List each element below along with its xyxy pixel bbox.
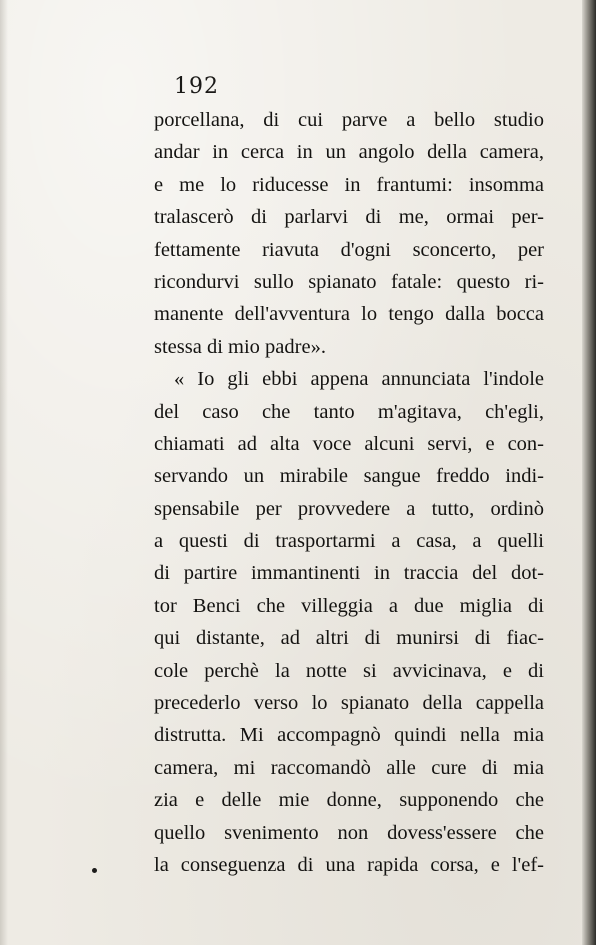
page-edge <box>582 0 596 945</box>
text-line: distrutta. Mi accompagnò quindi nella mia <box>154 724 544 747</box>
text-line: manente dell'avventura lo tengo dalla bocca <box>154 303 544 326</box>
text-line: porcellana, di cui parve a bello studio <box>154 109 544 131</box>
text-line: tor Benci che villeggia a due miglia di <box>154 594 544 617</box>
paragraph-start-line: « Io gli ebbi appena annunciata l'indole <box>174 368 544 391</box>
text-line: camera, mi raccomandò alle cure di mia <box>154 756 544 779</box>
text-line: chiamati ad alta voce alcuni servi, e con- <box>154 432 544 455</box>
page-gutter-shadow <box>0 0 8 945</box>
text-line: ricondurvi sullo spianato fatale: questo ri- <box>154 270 544 293</box>
text-line: stessa di mio padre». <box>154 335 326 358</box>
text-line: spensabile per provvedere a tutto, ordinò <box>154 497 544 520</box>
text-line: zia e delle mie donne, supponendo che <box>154 789 544 812</box>
text-line: servando un mirabile sangue freddo indi- <box>154 465 544 488</box>
text-line: qui distante, ad altri di munirsi di fiac- <box>154 627 544 650</box>
text-line: e me lo riducesse in frantumi: insomma <box>154 173 544 196</box>
text-line: cole perchè la notte si avvicinava, e di <box>154 659 544 682</box>
text-line: precederlo verso lo spianato della cappella <box>154 692 544 715</box>
text-line: di partire immantinenti in traccia del dot- <box>154 562 544 585</box>
text-line: tralascerò di parlarvi di me, ormai per- <box>154 206 544 229</box>
ink-speck <box>92 868 97 873</box>
page-number: 192 <box>174 74 219 99</box>
text-line: la conseguenza di una rapida corsa, e l'ef- <box>154 853 544 876</box>
text-line: quello svenimento non dovess'essere che <box>154 821 544 844</box>
text-line: a questi di trasportarmi a casa, a quelli <box>154 530 544 553</box>
text-line: andar in cerca in un angolo della camera, <box>154 141 544 164</box>
text-body <box>154 104 544 881</box>
text-line: fettamente riavuta d'ogni sconcerto, per <box>154 238 544 261</box>
text-line: del caso che tanto m'agitava, ch'egli, <box>154 400 544 423</box>
